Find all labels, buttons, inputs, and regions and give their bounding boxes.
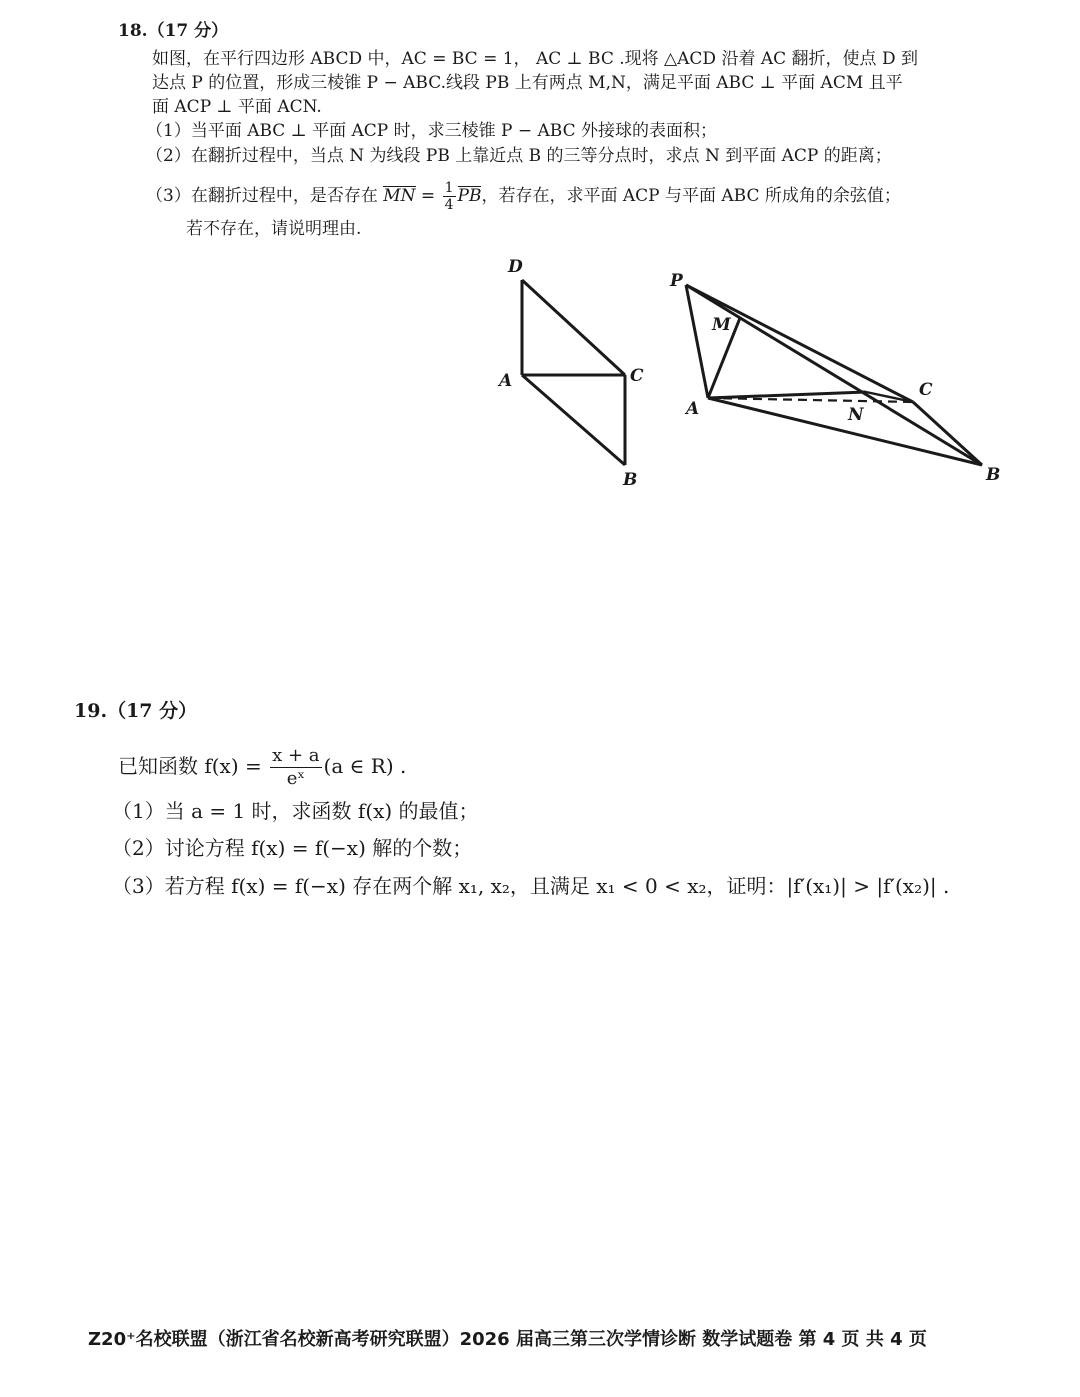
label-c: C: [630, 366, 644, 386]
q19-part-3: （3）若方程 f(x) = f(−x) 存在两个解 x₁, x₂，且满足 x₁ < 0 < x₂，证明：|f′(x₁)| > |f′(x₂)| .: [112, 874, 950, 898]
q19-number: 19.: [74, 700, 108, 722]
q18-stem-line-1: 如图，在平行四边形 ABCD 中，AC = BC = 1， AC ⊥ BC .现将 △ACD 沿着 AC 翻折，使点 D 到: [152, 49, 918, 69]
q18-part-1: （1）当平面 ABC ⊥ 平面 ACP 时，求三棱锥 P − ABC 外接球的表面积；: [146, 121, 718, 141]
q19-stem-suffix: (a ∈ R) .: [323, 754, 407, 778]
q19-fraction-numerator: x + a: [272, 745, 320, 766]
edge-dc: [522, 280, 625, 375]
q18-score: （17 分）: [147, 21, 229, 41]
fraction-numerator: 1: [444, 180, 454, 196]
vector-mn: MN: [383, 186, 416, 206]
label-b: B: [623, 470, 638, 490]
label-c-3d: C: [919, 380, 933, 400]
edge-pc: [686, 285, 913, 402]
parallelogram-figure: [522, 280, 625, 465]
edge-ab-3d: [708, 398, 982, 465]
edge-ab: [522, 375, 625, 465]
label-a-3d: A: [686, 399, 700, 419]
vector-pb: PB: [457, 186, 482, 206]
q18-stem-line-3: 面 ACP ⊥ 平面 ACN.: [152, 97, 322, 117]
q18-part-3-prefix: （3）在翻折过程中，是否存在: [146, 186, 384, 206]
label-p: P: [670, 271, 683, 291]
q19-header: [74, 700, 197, 722]
q19-stem: [118, 745, 406, 790]
q19-score: （17 分）: [107, 700, 198, 722]
label-b-3d: B: [986, 465, 1001, 485]
edge-ac-hidden: [708, 398, 913, 402]
q18-number: 18.: [118, 21, 148, 41]
edge-pb: [686, 285, 982, 465]
label-n: N: [848, 405, 864, 425]
edge-an: [708, 392, 866, 398]
q18-part-3-line-2: 若不存在，请说明理由.: [186, 219, 362, 239]
label-m: M: [712, 315, 731, 335]
q18-part-3-suffix: ，若存在，求平面 ACP 与平面 ABC 所成角的余弦值；: [481, 186, 901, 206]
q19-stem-prefix: 已知函数 f(x) =: [118, 754, 269, 778]
q18-part-3-eq: =: [415, 186, 441, 206]
q18-stem-line-2: 达点 P 的位置，形成三棱锥 P − ABC.线段 PB 上有两点 M,N，满足平面 ABC ⊥ 平面 ACM 且平: [152, 73, 903, 93]
q18-figures: [0, 0, 1080, 520]
q19-fraction-denominator: eˣ: [286, 768, 305, 789]
q19-part-1: （1）当 a = 1 时，求函数 f(x) 的最值；: [112, 799, 479, 823]
page-footer: Z20⁺名校联盟（浙江省名校新高考研究联盟）2026 届高三第三次学情诊断 数学试题卷 第 4 页 共 4 页: [88, 1329, 927, 1350]
q18-part-2: （2）在翻折过程中，当点 N 为线段 PB 上靠近点 B 的三等分点时，求点 N 到平面 ACP 的距离；: [146, 146, 892, 166]
q19-part-2: （2）讨论方程 f(x) = f(−x) 解的个数；: [112, 836, 473, 860]
label-d: D: [508, 257, 523, 277]
edge-pa: [686, 285, 708, 398]
fraction-denominator: 4: [444, 197, 454, 213]
pyramid-figure: [686, 285, 982, 465]
q19-fraction: [270, 745, 321, 790]
label-a: A: [499, 371, 513, 391]
